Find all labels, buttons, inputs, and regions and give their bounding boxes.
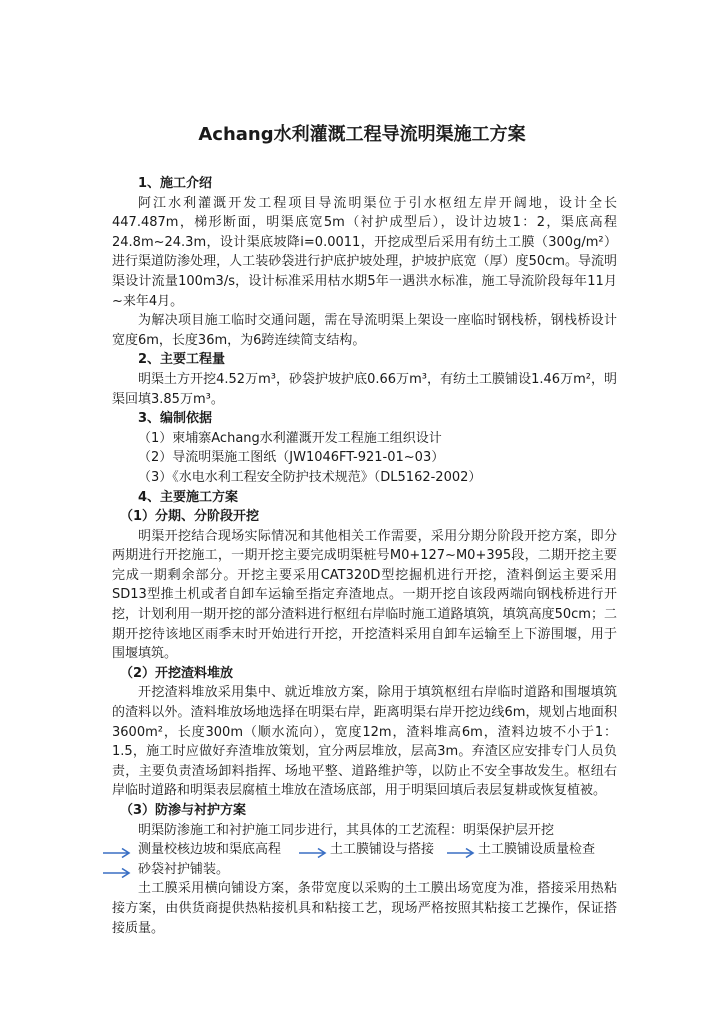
flow-step-2: 土工膜铺设与搭接 xyxy=(330,842,435,858)
section-1-paragraph-1: 阿江水利灌溉开发工程项目导流明渠位于引水枢纽左岸开阔地，设计全长447.487m，梯形断面，明渠底宽5m（衬护成型后），设计边坡1：2，渠底高程24.8m~24.3m，设计渠底坡降i=0.0011，开挖成型后采用有纺土工膜（300g/m²）进行渠道防渗处理，人工装砂袋进行护底护坡处理，护坡护底宽（厚）度50cm。导流明渠设计流量100m3/s，设计标准采用枯水期5年一遇洪水标准，施工导流阶段每年11月~来年4月。 xyxy=(112,195,617,309)
section-4-2-heading: （2）开挖渣料堆放 xyxy=(120,665,234,681)
section-1-paragraph-2: 为解决项目施工临时交通问题，需在导流明渠上架设一座临时钢栈桥，钢栈桥设计宽度6m，长度36m，为6跨连续简支结构。 xyxy=(112,313,617,348)
section-4-3-heading: （3）防渗与衬护方案 xyxy=(120,803,247,818)
section-2-heading: 2、主要工程量 xyxy=(138,352,226,368)
section-4-3-paragraph-1: 明渠防渗施工和衬护施工同步进行，其具体的工艺流程：明渠保护层开挖 xyxy=(138,822,555,838)
process-flow-row-2 xyxy=(112,860,617,880)
right-arrow-icon xyxy=(446,847,476,859)
section-4-3-paragraph-2: 土工膜采用横向铺设方案，条带宽度以采购的土工膜出场宽度为准，搭接采用热粘接方案，由供货商提供热粘接机具和粘接工艺，现场严格按照其粘接工艺操作，保证搭接质量。 xyxy=(112,881,617,936)
section-4-1-paragraph: 明渠开挖结合现场实际情况和其他相关工作需要，采用分期分阶段开挖方案，即分两期进行开挖施工，一期开挖主要完成明渠桩号M0+127~M0+395段，二期开挖主要完成一期剩余部分。开挖主要采用CAT320D型挖掘机进行开挖，渣料倒运主要采用SD13型推土机或者自卸车运输至指定弃渣地点。一期开挖自该段两端向钢栈桥进行开挖，计划利用一期开挖的部分渣料进行枢纽右岸临时施工道路填筑，填筑高度50cm；二期开挖待该地区雨季末时开始进行开挖，开挖渣料采用自卸车运输至上下游围堰，用于围堰填筑。 xyxy=(112,528,617,662)
flow-step-1: 测量校核边坡和渠底高程 xyxy=(138,842,282,858)
section-2-paragraph: 明渠土方开挖4.52万m³，砂袋护坡护底0.66万m³，有纺土工膜铺设1.46万m²，明渠回填3.85万m³。 xyxy=(112,371,617,407)
document-title: Achang水利灌溉工程导流明渠施工方案 xyxy=(198,124,526,145)
process-flow-row-1 xyxy=(112,840,617,860)
reference-item-3: （3）《水电水利工程安全防护技术规范》（DL5162-2002） xyxy=(138,469,482,485)
flow-step-4: 砂袋衬护铺装。 xyxy=(138,861,230,877)
right-arrow-icon xyxy=(298,847,328,859)
section-1-heading: 1、施工介绍 xyxy=(138,176,213,191)
section-4-2-paragraph: 开挖渣料堆放采用集中、就近堆放方案，除用于填筑枢纽右岸临时道路和围堰填筑的渣料以外。渣料堆放场地选择在明渠右岸，距离明渠右岸开挖边线6m，规划占地面积3600m²，长度300m（顺水流向），宽度12m，渣料堆高6m，渣料边坡不小于1：1.5，施工时应做好弃渣堆放策划，宜分两层堆放，层高3m。弃渣区应安排专门人员负责，主要负责渣场卸料指挥、场地平整、道路维护等，以防止不安全事故发生。枢纽右岸临时道路和明渠表层腐植土堆放在渣场底部，用于明渠回填后表层复耕或恢复植被。 xyxy=(112,685,617,799)
right-arrow-icon xyxy=(102,847,132,859)
reference-item-1: （1）柬埔寨Achang水利灌溉开发工程施工组织设计 xyxy=(138,430,442,446)
section-4-heading: 4、主要施工方案 xyxy=(138,489,239,505)
flow-step-3: 土工膜铺设质量检查 xyxy=(478,842,596,858)
document-body xyxy=(112,174,617,938)
reference-item-2: （2）导流明渠施工图纸（JW1046FT-921-01~03） xyxy=(138,450,445,466)
section-4-1-heading: （1）分期、分阶段开挖 xyxy=(120,509,260,525)
right-arrow-icon xyxy=(102,867,132,879)
section-3-heading: 3、编制依据 xyxy=(138,411,213,427)
